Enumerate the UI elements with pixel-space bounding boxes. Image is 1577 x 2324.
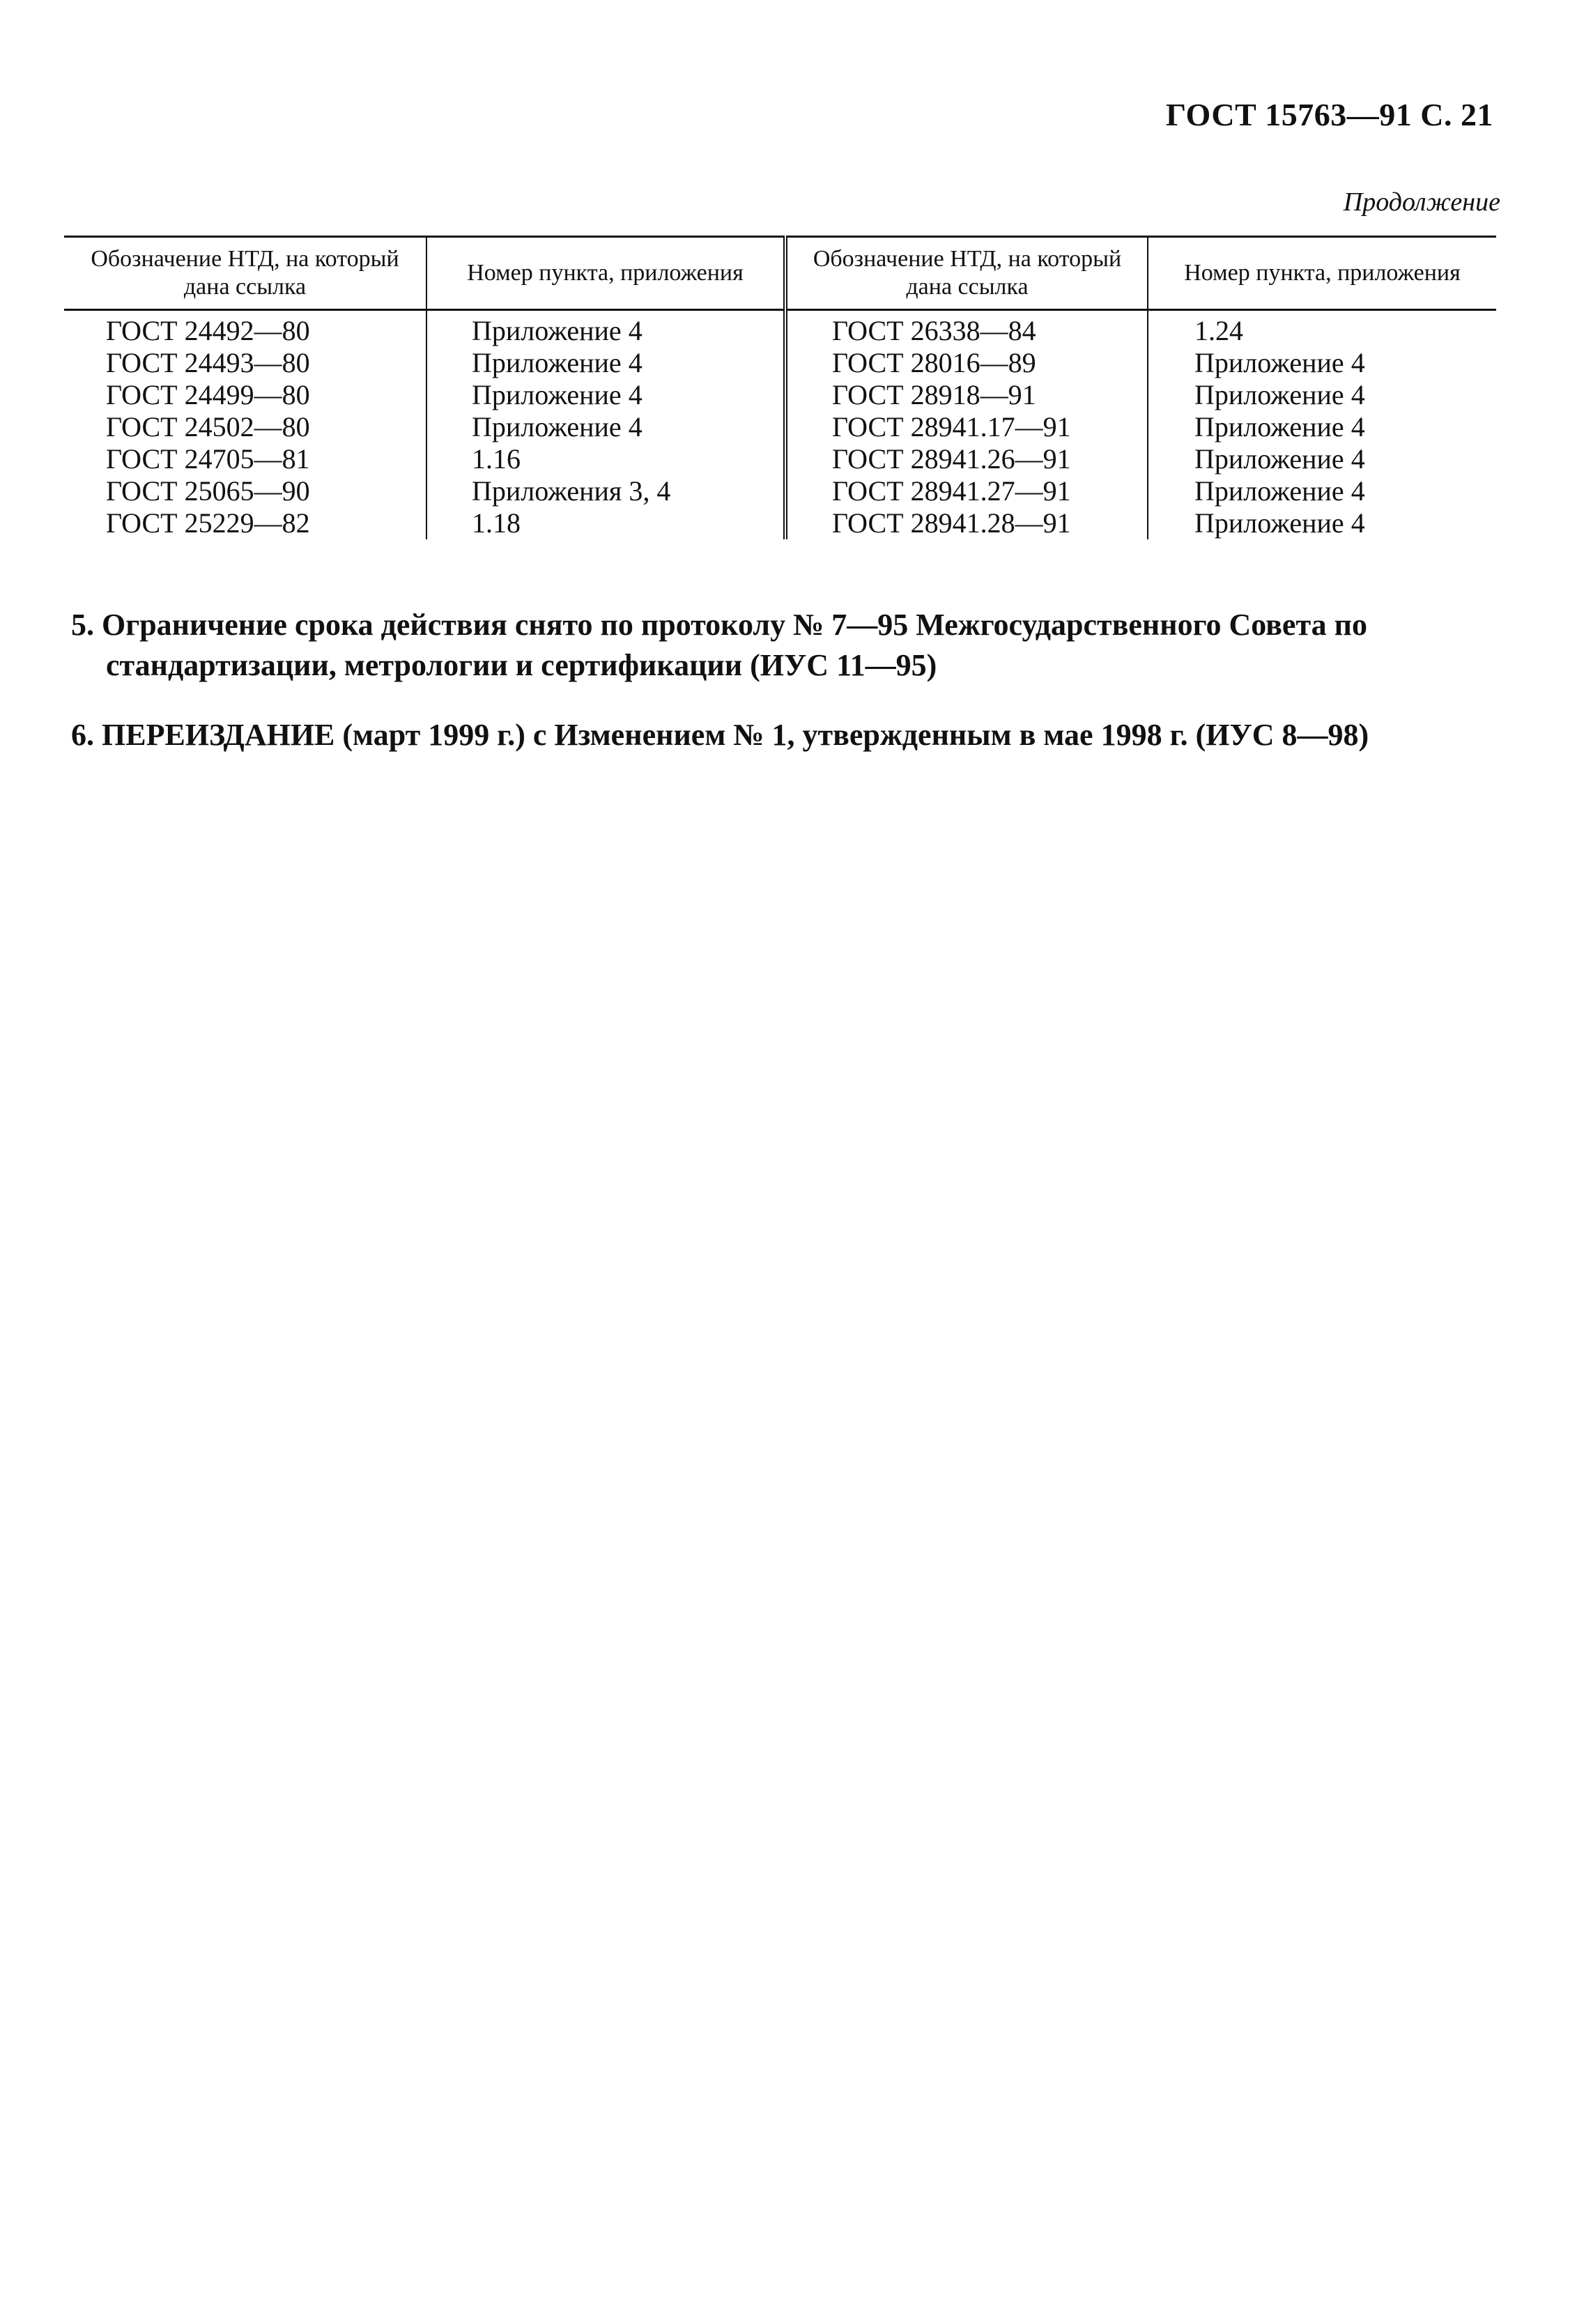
table-row [64, 411, 1496, 443]
table-cell: ГОСТ 26338—84 [785, 310, 1148, 348]
table-row [64, 310, 1496, 348]
note-termination-lifted: 5. Ограничение срока действия снято по протоколу № 7—95 Межгосударственного Совета по стандартизации, метрологии и сертификации (ИУС 11—95) [71, 608, 1367, 682]
table-row [64, 379, 1496, 411]
continuation-label: Продолжение [1343, 187, 1500, 217]
column-header-clause-1: Номер пункта, приложения [426, 237, 785, 310]
page-header: ГОСТ 15763—91 С. 21 [1165, 97, 1493, 132]
table-cell: 1.16 [426, 443, 785, 475]
table-cell: ГОСТ 24499—80 [106, 379, 310, 410]
column-header-designation-1: Обозначение НТД, на который дана ссылка [64, 237, 426, 310]
note-reissue: 6. ПЕРЕИЗДАНИЕ (март 1999 г.) с Изменением № 1, утвержденным в мае 1998 г. (ИУС 8—98) [71, 718, 1369, 752]
table-cell: 1.18 [426, 507, 785, 539]
table-cell: ГОСТ 28016—89 [785, 347, 1148, 379]
table-cell: Приложение 4 [426, 379, 785, 411]
table-cell: ГОСТ 24705—81 [106, 443, 310, 475]
table-cell: Приложение 4 [1148, 507, 1496, 539]
table-cell: Приложение 4 [426, 347, 785, 379]
table-cell: Приложение 4 [426, 310, 785, 348]
column-header-clause-2: Номер пункта, приложения [1148, 237, 1496, 310]
table-cell: Приложения 3, 4 [426, 475, 785, 507]
table-row [64, 347, 1496, 379]
table-cell: Приложение 4 [1148, 475, 1496, 507]
table-cell: Приложение 4 [1148, 379, 1496, 411]
table-cell: ГОСТ 28918—91 [785, 379, 1148, 411]
table-row [64, 443, 1496, 475]
table-cell: Приложение 4 [426, 411, 785, 443]
table-cell: ГОСТ 28941.28—91 [785, 507, 1148, 539]
table-cell: ГОСТ 28941.27—91 [785, 475, 1148, 507]
column-header-designation-2: Обозначение НТД, на который дана ссылка [785, 237, 1148, 310]
table-cell: Приложение 4 [1148, 443, 1496, 475]
table-cell: Приложение 4 [1148, 347, 1496, 379]
table-cell: 1.24 [1148, 310, 1496, 348]
table-cell: ГОСТ 24493—80 [106, 347, 310, 378]
table-cell: ГОСТ 25229—82 [106, 507, 310, 539]
table-cell: ГОСТ 24492—80 [106, 315, 310, 346]
table-cell: ГОСТ 28941.17—91 [785, 411, 1148, 443]
table-cell: ГОСТ 28941.26—91 [785, 443, 1148, 475]
table-row [64, 475, 1496, 507]
table-header-row [64, 237, 1496, 310]
reference-table [64, 236, 1496, 539]
table-cell: Приложение 4 [1148, 411, 1496, 443]
table-cell: ГОСТ 25065—90 [106, 475, 310, 507]
notes-section [71, 605, 1507, 785]
table-cell: ГОСТ 24502—80 [106, 411, 310, 443]
table-row [64, 507, 1496, 539]
